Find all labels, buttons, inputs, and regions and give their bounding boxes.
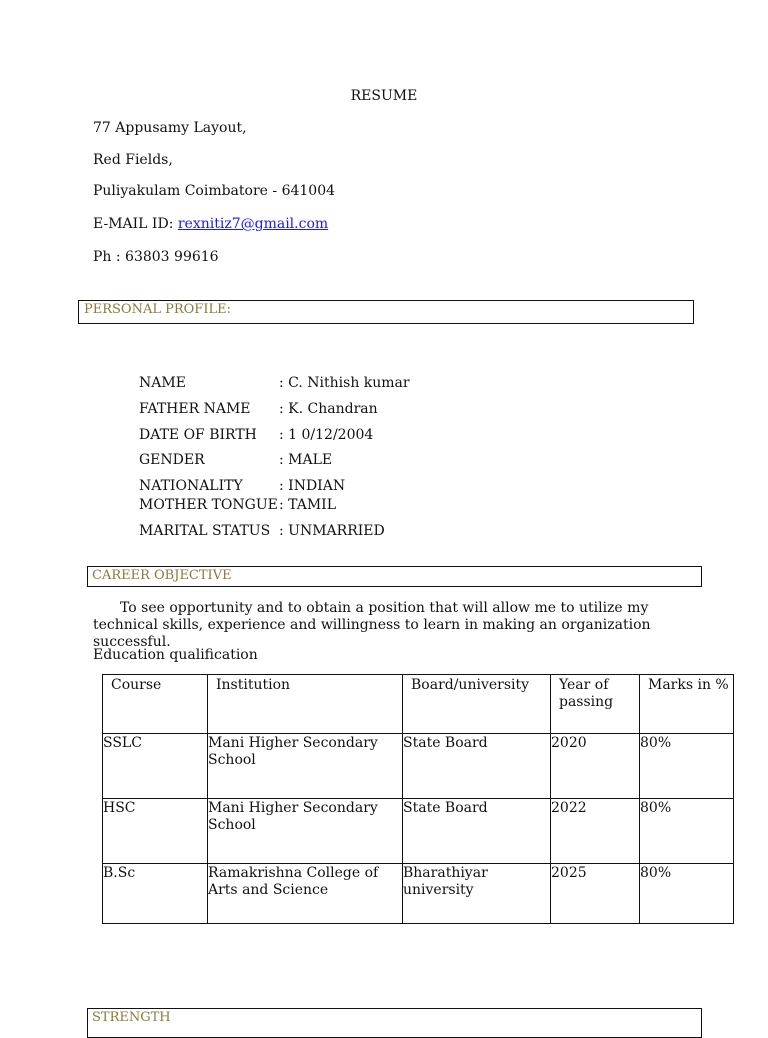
email-label: E-MAIL ID: bbox=[93, 216, 178, 232]
phone-line: Ph : 63803 99616 bbox=[93, 249, 219, 265]
table-cell: State Board bbox=[403, 734, 551, 799]
table-cell: Mani Higher Secondary School bbox=[208, 799, 403, 864]
table-cell: 2022 bbox=[551, 799, 640, 864]
field-label-marital-status: MARITAL STATUS bbox=[139, 523, 271, 539]
table-cell: 80% bbox=[640, 864, 734, 924]
table-cell: Ramakrishna College of Arts and Science bbox=[208, 864, 403, 924]
table-cell: B.Sc bbox=[103, 864, 208, 924]
field-value-name: : C. Nithish kumar bbox=[279, 375, 410, 391]
column-header: Institution bbox=[208, 675, 403, 734]
table-row bbox=[103, 799, 734, 864]
table-row bbox=[103, 734, 734, 799]
column-header: Course bbox=[103, 675, 208, 734]
field-value-marital-status: : UNMARRIED bbox=[279, 523, 385, 539]
field-value-father-name: : K. Chandran bbox=[279, 401, 378, 417]
field-value-gender: : MALE bbox=[279, 452, 333, 468]
resume-title: RESUME bbox=[350, 88, 418, 104]
field-label-mother-tongue: MOTHER TONGUE bbox=[139, 497, 278, 513]
table-cell: 2025 bbox=[551, 864, 640, 924]
field-value-dob: : 1 0/12/2004 bbox=[279, 427, 374, 443]
strength-heading: STRENGTH bbox=[92, 1010, 171, 1025]
education-heading: Education qualification bbox=[93, 647, 258, 663]
strength-box bbox=[87, 1008, 702, 1038]
email-link[interactable]: rexnitiz7@gmail.com bbox=[177, 216, 329, 232]
field-value-nationality: : INDIAN bbox=[279, 478, 346, 494]
table-cell: 80% bbox=[640, 734, 734, 799]
education-table bbox=[102, 674, 734, 924]
career-objective-text bbox=[93, 600, 693, 651]
column-header: Board/university bbox=[403, 675, 551, 734]
career-objective-body: To see opportunity and to obtain a position that will allow me to utilize my technical skills, experience and willingness to learn in making an organization successful. bbox=[93, 600, 651, 650]
table-cell: 2020 bbox=[551, 734, 640, 799]
table-header-row bbox=[103, 675, 734, 734]
column-header-text: Year of passing bbox=[559, 677, 614, 710]
address-line-3: Puliyakulam Coimbatore - 641004 bbox=[93, 183, 336, 199]
table-cell: Mani Higher Secondary School bbox=[208, 734, 403, 799]
table-cell: State Board bbox=[403, 799, 551, 864]
table-cell: HSC bbox=[103, 799, 208, 864]
career-objective-heading: CAREER OBJECTIVE bbox=[92, 568, 232, 583]
table-cell: SSLC bbox=[103, 734, 208, 799]
table-cell: 80% bbox=[640, 799, 734, 864]
table-row bbox=[103, 864, 734, 924]
email-line bbox=[93, 216, 328, 232]
field-label-dob: DATE OF BIRTH bbox=[139, 427, 257, 443]
field-label-father-name: FATHER NAME bbox=[139, 401, 251, 417]
personal-profile-heading: PERSONAL PROFILE: bbox=[84, 302, 231, 317]
field-label-name: NAME bbox=[139, 375, 186, 391]
field-label-gender: GENDER bbox=[139, 452, 205, 468]
table-cell: Bharathiyar university bbox=[403, 864, 551, 924]
column-header bbox=[551, 675, 640, 734]
field-value-mother-tongue: : TAMIL bbox=[279, 497, 337, 513]
column-header: Marks in % bbox=[640, 675, 734, 734]
address-line-1: 77 Appusamy Layout, bbox=[93, 120, 247, 136]
field-label-nationality: NATIONALITY bbox=[139, 478, 243, 494]
address-line-2: Red Fields, bbox=[93, 152, 173, 168]
